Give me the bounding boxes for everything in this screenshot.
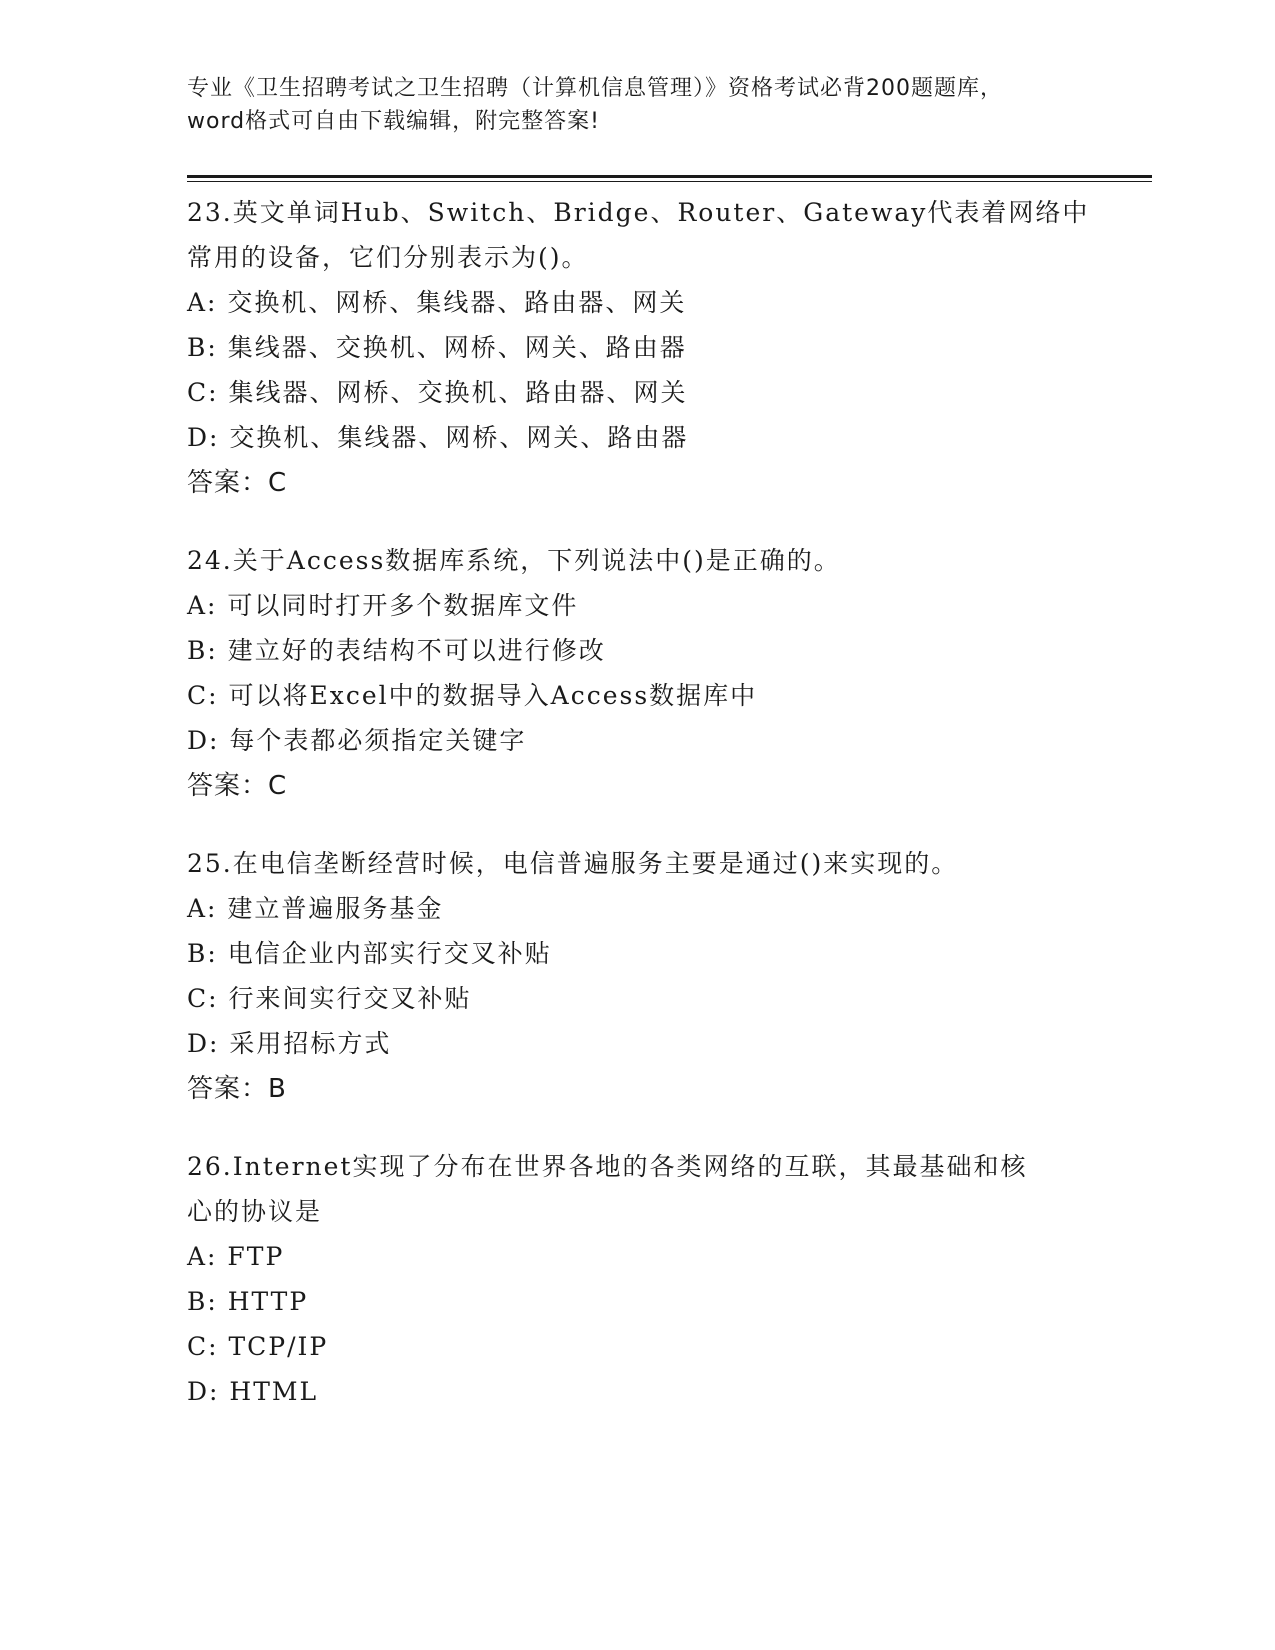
question-text-line: 24.关于Access数据库系统，下列说法中()是正确的。	[187, 546, 841, 575]
answer-line: 答案：B	[187, 1074, 287, 1104]
question-26	[187, 1144, 1087, 1414]
option-c: C: 行来间实行交叉补贴	[187, 984, 472, 1013]
option-c: C: 集线器、网桥、交换机、路由器、网关	[187, 378, 688, 407]
option-c: C: 可以将Excel中的数据导入Access数据库中	[187, 681, 758, 710]
question-25	[187, 841, 1087, 1112]
option-c: C: TCP/IP	[187, 1332, 329, 1361]
question-23	[187, 190, 1090, 506]
option-d: D: 每个表都必须指定关键字	[187, 726, 527, 755]
question-24	[187, 538, 1087, 809]
answer-line: 答案：C	[187, 771, 288, 801]
option-a: A: 交换机、网桥、集线器、路由器、网关	[187, 288, 687, 317]
option-a: A: 建立普遍服务基金	[187, 894, 444, 923]
option-d: D: 采用招标方式	[187, 1029, 392, 1058]
header-title-line-1: 专业《卫生招聘考试之卫生招聘（计算机信息管理）》资格考试必背200题题库，	[187, 76, 1003, 101]
option-d: D: 交换机、集线器、网桥、网关、路由器	[187, 423, 689, 452]
header-divider-thick	[187, 175, 1152, 178]
question-text-line: 26.Internet实现了分布在世界各地的各类网络的互联，其最基础和核	[187, 1152, 1028, 1181]
question-text-line: 25.在电信垄断经营时候，电信普遍服务主要是通过()来实现的。	[187, 849, 959, 878]
option-d: D: HTML	[187, 1377, 319, 1406]
answer-line: 答案：C	[187, 468, 288, 498]
question-text-line: 心的协议是	[187, 1197, 323, 1226]
question-list	[187, 190, 1090, 1446]
header-divider-thin	[187, 181, 1152, 182]
option-b: B: 建立好的表结构不可以进行修改	[187, 636, 606, 665]
header-title-line-2: word格式可自由下载编辑，附完整答案!	[187, 109, 600, 134]
option-b: B: 电信企业内部实行交叉补贴	[187, 939, 552, 968]
option-a: A: FTP	[187, 1242, 285, 1271]
option-b: B: 集线器、交换机、网桥、网关、路由器	[187, 333, 687, 362]
question-text-line: 常用的设备，它们分别表示为()。	[187, 243, 589, 272]
question-text-line: 23.英文单词Hub、Switch、Bridge、Router、Gateway代表着网络中	[187, 198, 1090, 227]
option-b: B: HTTP	[187, 1287, 309, 1316]
document-header	[187, 72, 1087, 138]
option-a: A: 可以同时打开多个数据库文件	[187, 591, 579, 620]
